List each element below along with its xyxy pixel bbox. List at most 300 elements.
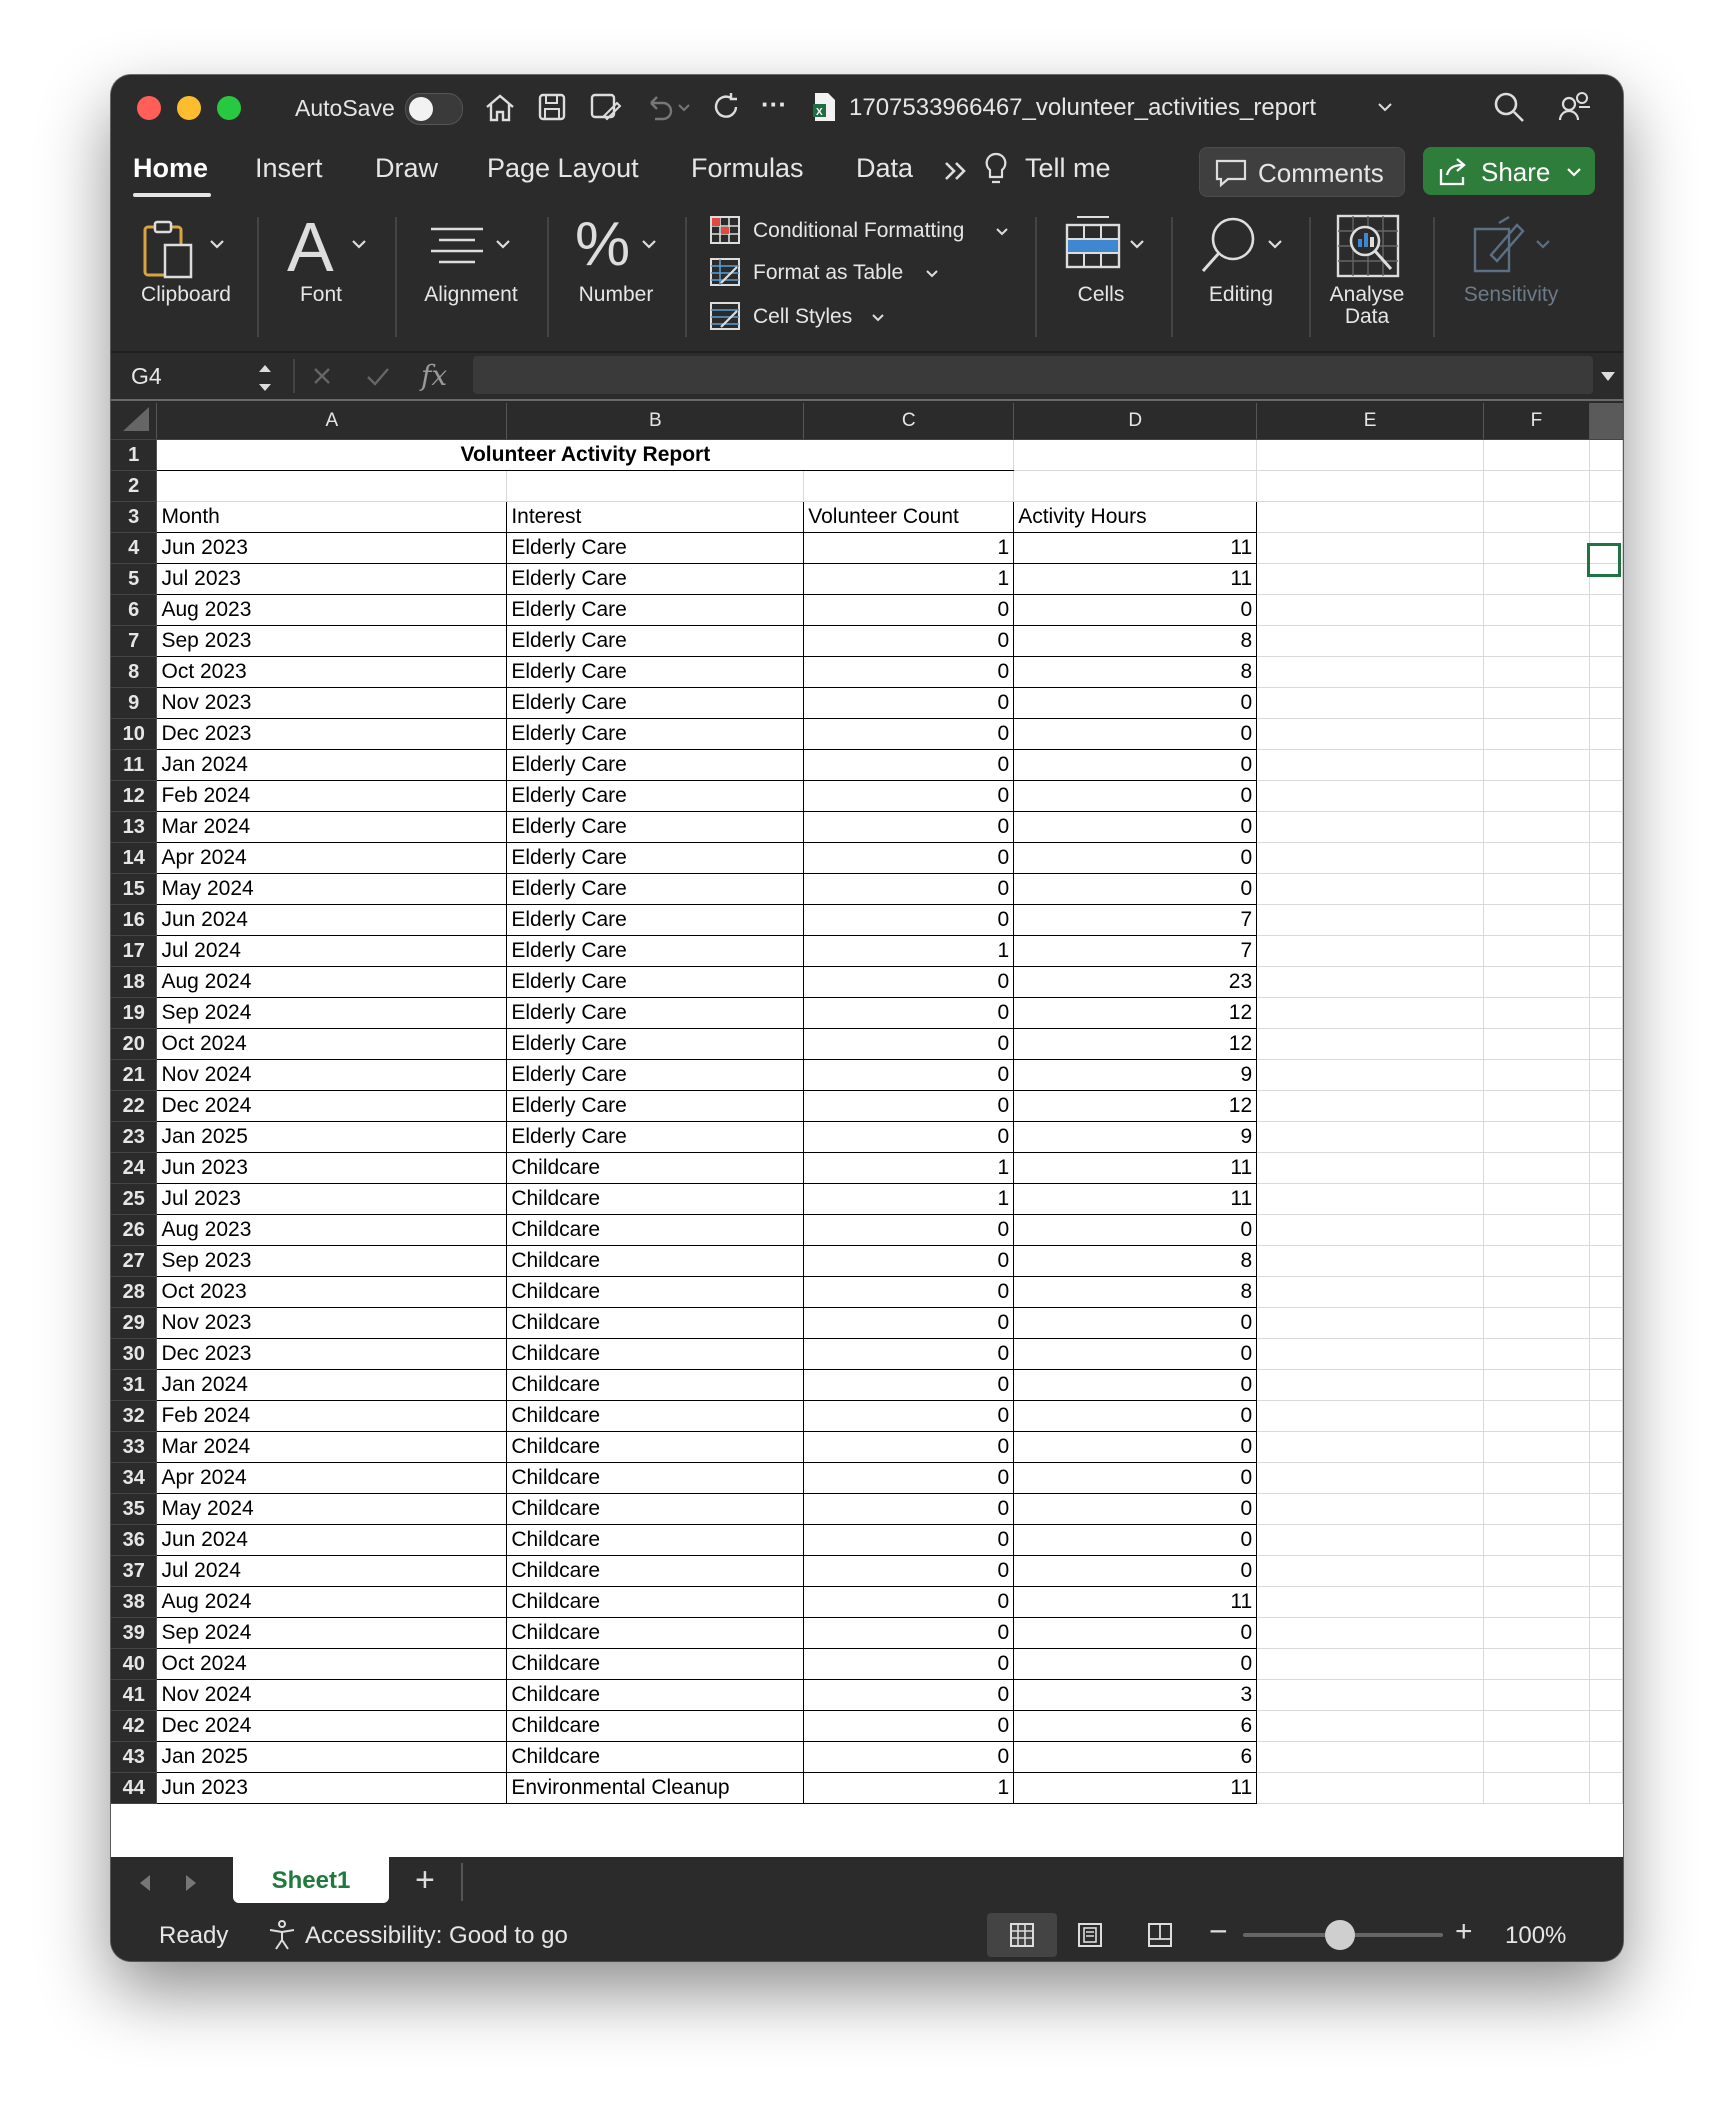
cell[interactable] [1257,502,1484,533]
cell[interactable] [1257,688,1484,719]
cell[interactable] [804,471,1014,502]
cell[interactable] [1589,967,1622,998]
activity-hours-cell[interactable]: 0 [1014,843,1257,874]
cell[interactable] [1257,1463,1484,1494]
row-header[interactable]: 23 [111,1122,157,1153]
month-cell[interactable]: Jun 2024 [157,1525,507,1556]
cell[interactable] [1484,1215,1590,1246]
volunteer-count-cell[interactable]: 0 [804,1277,1014,1308]
cell[interactable] [1484,1153,1590,1184]
activity-hours-cell[interactable]: 8 [1014,1277,1257,1308]
month-cell[interactable]: Nov 2024 [157,1680,507,1711]
cell[interactable] [1589,1711,1622,1742]
row-header[interactable]: 5 [111,564,157,595]
volunteer-count-cell[interactable]: 0 [804,595,1014,626]
cell[interactable] [1257,1773,1484,1804]
activity-hours-cell[interactable]: 6 [1014,1711,1257,1742]
volunteer-count-cell[interactable]: 0 [804,657,1014,688]
row-header[interactable]: 6 [111,595,157,626]
cell[interactable] [1257,719,1484,750]
cell[interactable] [1484,533,1590,564]
cell[interactable] [1589,1370,1622,1401]
month-cell[interactable]: Jan 2024 [157,1370,507,1401]
row-header[interactable]: 39 [111,1618,157,1649]
volunteer-count-cell[interactable]: 0 [804,1401,1014,1432]
cell[interactable] [1484,936,1590,967]
editing-search-icon[interactable] [1197,213,1261,277]
row-header[interactable]: 30 [111,1339,157,1370]
interest-cell[interactable]: Childcare [507,1649,804,1680]
cell[interactable] [1589,1680,1622,1711]
volunteer-count-cell[interactable]: 1 [804,936,1014,967]
row-header[interactable]: 16 [111,905,157,936]
cell[interactable] [1589,471,1622,502]
row-header[interactable]: 34 [111,1463,157,1494]
month-cell[interactable]: Dec 2023 [157,719,507,750]
row-header[interactable]: 32 [111,1401,157,1432]
volunteer-count-cell[interactable]: 0 [804,1494,1014,1525]
volunteer-count-cell[interactable]: 0 [804,843,1014,874]
volunteer-count-cell[interactable]: 0 [804,1711,1014,1742]
interest-cell[interactable]: Elderly Care [507,874,804,905]
save-icon[interactable] [536,91,568,123]
volunteer-count-cell[interactable]: 0 [804,750,1014,781]
interest-cell[interactable]: Elderly Care [507,1122,804,1153]
cell[interactable] [1484,1277,1590,1308]
cell[interactable] [1257,1184,1484,1215]
volunteer-count-cell[interactable]: 0 [804,1029,1014,1060]
cell[interactable] [1589,719,1622,750]
cell[interactable] [1484,967,1590,998]
cell[interactable] [1484,1060,1590,1091]
cell[interactable] [1589,1649,1622,1680]
volunteer-count-cell[interactable]: 0 [804,1432,1014,1463]
cell[interactable] [1484,1184,1590,1215]
interest-cell[interactable]: Elderly Care [507,905,804,936]
cell-styles-icon[interactable] [709,301,741,331]
cell[interactable] [1257,1432,1484,1463]
interest-cell[interactable]: Childcare [507,1308,804,1339]
month-cell[interactable]: Oct 2023 [157,657,507,688]
cell[interactable] [1484,874,1590,905]
row-header[interactable]: 24 [111,1153,157,1184]
interest-cell[interactable]: Childcare [507,1618,804,1649]
month-cell[interactable]: Dec 2024 [157,1711,507,1742]
cell[interactable] [1484,595,1590,626]
row-header[interactable]: 8 [111,657,157,688]
row-header[interactable]: 21 [111,1060,157,1091]
interest-cell[interactable]: Elderly Care [507,1091,804,1122]
font-icon[interactable]: A [287,208,334,286]
function-icon[interactable]: fx [421,359,448,392]
activity-hours-cell[interactable]: 11 [1014,1773,1257,1804]
cell[interactable] [1257,1370,1484,1401]
volunteer-count-cell[interactable]: 1 [804,1773,1014,1804]
interest-cell[interactable]: Childcare [507,1401,804,1432]
analyse-data-icon[interactable] [1335,213,1401,279]
cell[interactable] [1257,1091,1484,1122]
cell[interactable] [1589,626,1622,657]
volunteer-count-cell[interactable]: 0 [804,1463,1014,1494]
cell[interactable] [1257,595,1484,626]
sheet-tab-sheet1[interactable] [233,1857,389,1903]
conditional-formatting-dropdown-icon[interactable] [995,227,1009,237]
interest-cell[interactable]: Elderly Care [507,750,804,781]
interest-cell[interactable]: Childcare [507,1339,804,1370]
cell[interactable] [1257,998,1484,1029]
cell[interactable] [1257,1742,1484,1773]
cell[interactable] [1257,905,1484,936]
volunteer-count-cell[interactable]: 0 [804,1525,1014,1556]
row-header[interactable]: 33 [111,1432,157,1463]
cell-styles-dropdown-icon[interactable] [871,313,885,323]
column-heading[interactable]: Activity Hours [1014,502,1257,533]
cell[interactable] [1589,688,1622,719]
select-all-corner[interactable] [111,403,157,440]
interest-cell[interactable]: Childcare [507,1711,804,1742]
cell[interactable] [1484,626,1590,657]
row-header[interactable]: 36 [111,1525,157,1556]
cell[interactable] [1484,843,1590,874]
month-cell[interactable]: Feb 2024 [157,1401,507,1432]
month-cell[interactable]: Feb 2024 [157,781,507,812]
activity-hours-cell[interactable]: 0 [1014,812,1257,843]
volunteer-count-cell[interactable]: 0 [804,1680,1014,1711]
cell[interactable] [1484,750,1590,781]
formula-input[interactable] [473,356,1593,394]
cell[interactable] [1589,1091,1622,1122]
cell[interactable] [1257,1680,1484,1711]
prev-sheet-icon[interactable] [137,1873,153,1893]
row-header[interactable]: 19 [111,998,157,1029]
cell[interactable] [1589,1339,1622,1370]
cell[interactable] [1484,1556,1590,1587]
cell[interactable] [1484,1029,1590,1060]
cell[interactable] [1484,1246,1590,1277]
cell[interactable] [1257,1122,1484,1153]
row-header[interactable]: 28 [111,1277,157,1308]
cell[interactable] [507,471,804,502]
month-cell[interactable]: Oct 2024 [157,1029,507,1060]
cell[interactable] [1589,1184,1622,1215]
alignment-dropdown-icon[interactable] [495,239,511,251]
activity-hours-cell[interactable]: 9 [1014,1122,1257,1153]
comments-button[interactable] [1199,147,1405,197]
cell[interactable] [1484,1525,1590,1556]
cell[interactable] [1257,967,1484,998]
month-cell[interactable]: Aug 2024 [157,967,507,998]
row-header[interactable]: 14 [111,843,157,874]
interest-cell[interactable]: Environmental Cleanup [507,1773,804,1804]
share-button[interactable] [1423,147,1595,195]
activity-hours-cell[interactable]: 0 [1014,1494,1257,1525]
column-header-d[interactable]: D [1014,403,1257,440]
conditional-formatting-label[interactable]: Conditional Formatting [753,219,965,242]
formula-bar-expand-icon[interactable] [1599,369,1617,383]
tab-insert[interactable]: Insert [255,153,323,183]
cell[interactable] [1484,688,1590,719]
name-box-stepper-icon[interactable] [255,359,275,397]
people-share-icon[interactable] [1557,89,1593,125]
cell[interactable] [1257,1215,1484,1246]
interest-cell[interactable]: Elderly Care [507,657,804,688]
more-icon[interactable]: ··· [761,89,787,119]
cell[interactable] [1257,626,1484,657]
column-header-g[interactable] [1589,403,1622,440]
cell[interactable] [1589,1742,1622,1773]
column-header-b[interactable]: B [507,403,804,440]
activity-hours-cell[interactable]: 7 [1014,905,1257,936]
cell[interactable] [1257,1153,1484,1184]
volunteer-count-cell[interactable]: 1 [804,1184,1014,1215]
format-as-table-label[interactable]: Format as Table [753,261,904,284]
cell[interactable] [1589,595,1622,626]
activity-hours-cell[interactable]: 0 [1014,1463,1257,1494]
row-header[interactable]: 15 [111,874,157,905]
month-cell[interactable]: Sep 2024 [157,998,507,1029]
cell[interactable] [1014,471,1257,502]
row-header[interactable]: 35 [111,1494,157,1525]
alignment-icon[interactable] [427,225,487,271]
format-as-table-icon[interactable] [709,257,741,287]
activity-hours-cell[interactable]: 8 [1014,626,1257,657]
cell[interactable] [1257,781,1484,812]
cell[interactable] [1257,471,1484,502]
cell[interactable] [1484,1587,1590,1618]
row-header[interactable]: 38 [111,1587,157,1618]
accessibility-status[interactable]: Accessibility: Good to go [305,1922,568,1949]
cell[interactable] [1589,502,1622,533]
interest-cell[interactable]: Childcare [507,1742,804,1773]
zoom-slider-thumb[interactable] [1325,1920,1355,1950]
page-break-view-icon[interactable] [1147,1922,1173,1948]
cell[interactable] [1257,1308,1484,1339]
column-heading[interactable]: Interest [507,502,804,533]
cell[interactable] [1589,533,1622,564]
column-heading[interactable]: Volunteer Count [804,502,1014,533]
row-header[interactable]: 18 [111,967,157,998]
month-cell[interactable]: Jul 2024 [157,936,507,967]
month-cell[interactable]: Jul 2023 [157,1184,507,1215]
report-title[interactable]: Volunteer Activity Report [157,440,1014,471]
page-layout-view-icon[interactable] [1077,1922,1103,1948]
cell[interactable] [1589,1401,1622,1432]
month-cell[interactable]: Aug 2023 [157,1215,507,1246]
row-header[interactable]: 26 [111,1215,157,1246]
cell[interactable] [1589,1556,1622,1587]
interest-cell[interactable]: Childcare [507,1525,804,1556]
cell[interactable] [1257,1401,1484,1432]
interest-cell[interactable]: Elderly Care [507,967,804,998]
cell[interactable] [1484,1091,1590,1122]
month-cell[interactable]: May 2024 [157,874,507,905]
save-as-icon[interactable] [589,91,623,123]
cell[interactable] [1589,1463,1622,1494]
volunteer-count-cell[interactable]: 0 [804,812,1014,843]
month-cell[interactable]: Jan 2025 [157,1122,507,1153]
volunteer-count-cell[interactable]: 0 [804,1091,1014,1122]
cell[interactable] [1257,1494,1484,1525]
clipboard-dropdown-icon[interactable] [209,239,225,251]
accessibility-icon[interactable] [267,1919,297,1951]
month-cell[interactable]: Jul 2024 [157,1556,507,1587]
cell[interactable] [1484,719,1590,750]
row-header[interactable]: 12 [111,781,157,812]
activity-hours-cell[interactable]: 23 [1014,967,1257,998]
month-cell[interactable]: May 2024 [157,1494,507,1525]
tab-draw[interactable]: Draw [375,153,439,183]
next-sheet-icon[interactable] [183,1873,199,1893]
cell[interactable] [1589,1494,1622,1525]
cell[interactable] [1257,564,1484,595]
row-header[interactable]: 1 [111,440,157,471]
tab-formulas[interactable]: Formulas [691,153,804,183]
cell[interactable] [1589,1277,1622,1308]
activity-hours-cell[interactable]: 0 [1014,1401,1257,1432]
row-header[interactable]: 31 [111,1370,157,1401]
volunteer-count-cell[interactable]: 0 [804,1308,1014,1339]
cell[interactable] [1484,440,1590,471]
filename-chevron-icon[interactable] [1377,101,1393,113]
cell[interactable] [1589,1525,1622,1556]
cell[interactable] [1589,936,1622,967]
cell[interactable] [1589,1246,1622,1277]
interest-cell[interactable]: Elderly Care [507,936,804,967]
cell[interactable] [1589,905,1622,936]
cell[interactable] [1484,1339,1590,1370]
cell[interactable] [1257,1246,1484,1277]
cell[interactable] [1257,533,1484,564]
volunteer-count-cell[interactable]: 0 [804,1618,1014,1649]
row-header[interactable]: 4 [111,533,157,564]
cell[interactable] [1484,1649,1590,1680]
volunteer-count-cell[interactable]: 0 [804,1742,1014,1773]
cell[interactable] [1257,1649,1484,1680]
month-cell[interactable]: Mar 2024 [157,1432,507,1463]
redo-icon[interactable] [709,90,743,124]
cell[interactable] [1484,657,1590,688]
month-cell[interactable]: Dec 2024 [157,1091,507,1122]
activity-hours-cell[interactable]: 0 [1014,688,1257,719]
volunteer-count-cell[interactable]: 0 [804,1370,1014,1401]
activity-hours-cell[interactable]: 12 [1014,998,1257,1029]
volunteer-count-cell[interactable]: 0 [804,1556,1014,1587]
activity-hours-cell[interactable]: 8 [1014,657,1257,688]
cell[interactable] [1257,1277,1484,1308]
row-header[interactable]: 17 [111,936,157,967]
interest-cell[interactable]: Childcare [507,1556,804,1587]
row-header[interactable]: 37 [111,1556,157,1587]
interest-cell[interactable]: Childcare [507,1680,804,1711]
cell[interactable] [1589,1587,1622,1618]
volunteer-count-cell[interactable]: 0 [804,1339,1014,1370]
normal-view-button[interactable] [987,1913,1057,1957]
activity-hours-cell[interactable]: 0 [1014,719,1257,750]
cell-styles-label[interactable]: Cell Styles [753,305,853,328]
activity-hours-cell[interactable]: 0 [1014,750,1257,781]
row-header[interactable]: 13 [111,812,157,843]
cell[interactable] [1484,1401,1590,1432]
cell[interactable] [157,471,507,502]
editing-dropdown-icon[interactable] [1267,239,1283,251]
month-cell[interactable]: Oct 2024 [157,1649,507,1680]
column-header-a[interactable]: A [157,403,507,440]
volunteer-count-cell[interactable]: 0 [804,1246,1014,1277]
cell[interactable] [1589,1215,1622,1246]
cell[interactable] [1589,812,1622,843]
cell[interactable] [1484,1370,1590,1401]
cell[interactable] [1589,564,1622,595]
interest-cell[interactable]: Elderly Care [507,1029,804,1060]
cell[interactable] [1589,1029,1622,1060]
column-header-f[interactable]: F [1484,403,1590,440]
month-cell[interactable]: Sep 2023 [157,1246,507,1277]
cell[interactable] [1484,1618,1590,1649]
cell[interactable] [1589,750,1622,781]
row-header[interactable]: 40 [111,1649,157,1680]
cell[interactable] [1484,781,1590,812]
cell[interactable] [1484,1308,1590,1339]
cell[interactable] [1257,843,1484,874]
cell[interactable] [1589,1153,1622,1184]
cancel-entry-icon[interactable] [311,365,333,387]
interest-cell[interactable]: Childcare [507,1246,804,1277]
cell[interactable] [1257,1587,1484,1618]
activity-hours-cell[interactable]: 11 [1014,1184,1257,1215]
interest-cell[interactable]: Childcare [507,1494,804,1525]
interest-cell[interactable]: Elderly Care [507,688,804,719]
activity-hours-cell[interactable]: 9 [1014,1060,1257,1091]
row-header[interactable]: 41 [111,1680,157,1711]
cell[interactable] [1484,471,1590,502]
interest-cell[interactable]: Childcare [507,1184,804,1215]
row-header[interactable]: 42 [111,1711,157,1742]
worksheet-grid[interactable] [111,403,1623,1857]
activity-hours-cell[interactable]: 0 [1014,595,1257,626]
interest-cell[interactable]: Elderly Care [507,998,804,1029]
month-cell[interactable]: Nov 2024 [157,1060,507,1091]
activity-hours-cell[interactable]: 0 [1014,1618,1257,1649]
cells-icon[interactable] [1063,215,1123,275]
interest-cell[interactable]: Childcare [507,1463,804,1494]
format-as-table-dropdown-icon[interactable] [925,269,939,279]
volunteer-count-cell[interactable]: 0 [804,781,1014,812]
cell[interactable] [1589,1060,1622,1091]
month-cell[interactable]: Apr 2024 [157,1463,507,1494]
cell[interactable] [1589,874,1622,905]
row-header[interactable]: 11 [111,750,157,781]
volunteer-count-cell[interactable]: 0 [804,1122,1014,1153]
cell[interactable] [1257,1339,1484,1370]
volunteer-count-cell[interactable]: 0 [804,626,1014,657]
activity-hours-cell[interactable]: 7 [1014,936,1257,967]
volunteer-count-cell[interactable]: 0 [804,1060,1014,1091]
zoom-in-icon[interactable]: + [1455,1915,1473,1948]
number-dropdown-icon[interactable] [641,239,657,251]
clipboard-icon[interactable] [141,219,197,281]
cell[interactable] [1257,1618,1484,1649]
interest-cell[interactable]: Elderly Care [507,626,804,657]
activity-hours-cell[interactable]: 0 [1014,1215,1257,1246]
cell[interactable] [1484,1680,1590,1711]
cell[interactable] [1257,440,1484,471]
more-tabs-chevrons-icon[interactable] [943,159,969,183]
cell[interactable] [1484,1711,1590,1742]
volunteer-count-cell[interactable]: 0 [804,1215,1014,1246]
font-dropdown-icon[interactable] [351,239,367,251]
activity-hours-cell[interactable]: 11 [1014,564,1257,595]
interest-cell[interactable]: Childcare [507,1587,804,1618]
